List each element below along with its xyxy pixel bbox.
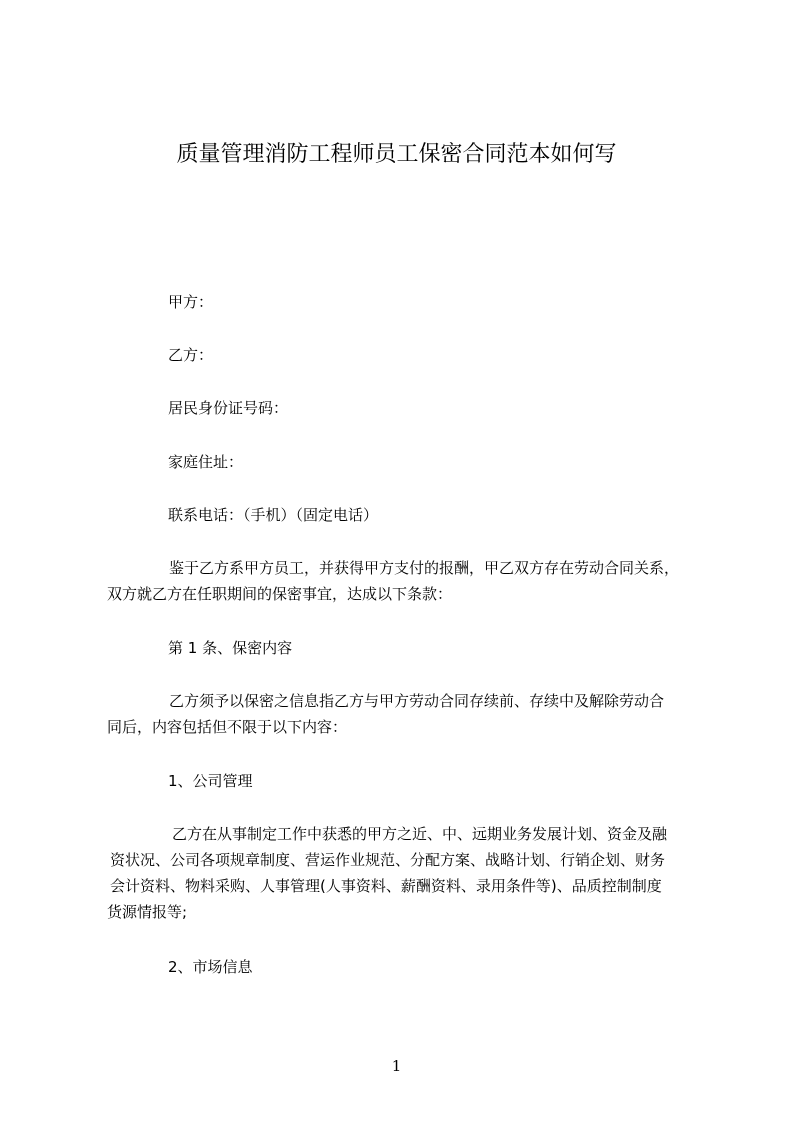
intro-paragraph (107, 555, 707, 607)
item-1-line-4: 货源情报等; (107, 903, 188, 921)
item-1-line-2: 资状况、公司各项规章制度、营运作业规范、分配方案、战略计划、行销企划、财务 (110, 851, 666, 869)
article-1-heading: 第 1 条、保密内容 (168, 639, 293, 657)
item-1-body (107, 821, 710, 925)
address-field: 家庭住址： (168, 453, 244, 471)
document-title: 质量管理消防工程师员工保密合同范本如何写 (176, 142, 617, 167)
item-1-line-1: 乙方在从事制定工作中获悉的甲方之近、中、远期业务发展计划、资金及融 (172, 825, 668, 843)
item-2-heading: 2、市场信息 (168, 958, 253, 976)
intro-line-1: 鉴于乙方系甲方员工，并获得甲方支付的报酬，甲乙双方存在劳动合同关系， (169, 559, 680, 577)
page-number: 1 (391, 1057, 402, 1075)
article-1-line-1: 乙方须予以保密之信息指乙方与甲方劳动合同存续前、存续中及解除劳动合 (169, 692, 665, 710)
item-1-heading: 1、公司管理 (168, 772, 253, 790)
party-a-field: 甲方： (168, 293, 214, 311)
article-1-body (107, 688, 707, 740)
party-b-field: 乙方： (168, 346, 214, 364)
intro-line-2: 双方就乙方在任职期间的保密事宜，达成以下条款： (107, 585, 453, 603)
article-1-line-2: 同后，内容包括但不限于以下内容： (107, 718, 348, 736)
phone-field: 联系电话：（手机）（固定电话） (168, 506, 379, 524)
item-1-line-3: 会计资料、物料采购、人事管理(人事资料、薪酬资料、录用条件等)、品质控制制度 (110, 877, 662, 895)
id-number-field: 居民身份证号码： (168, 399, 289, 417)
